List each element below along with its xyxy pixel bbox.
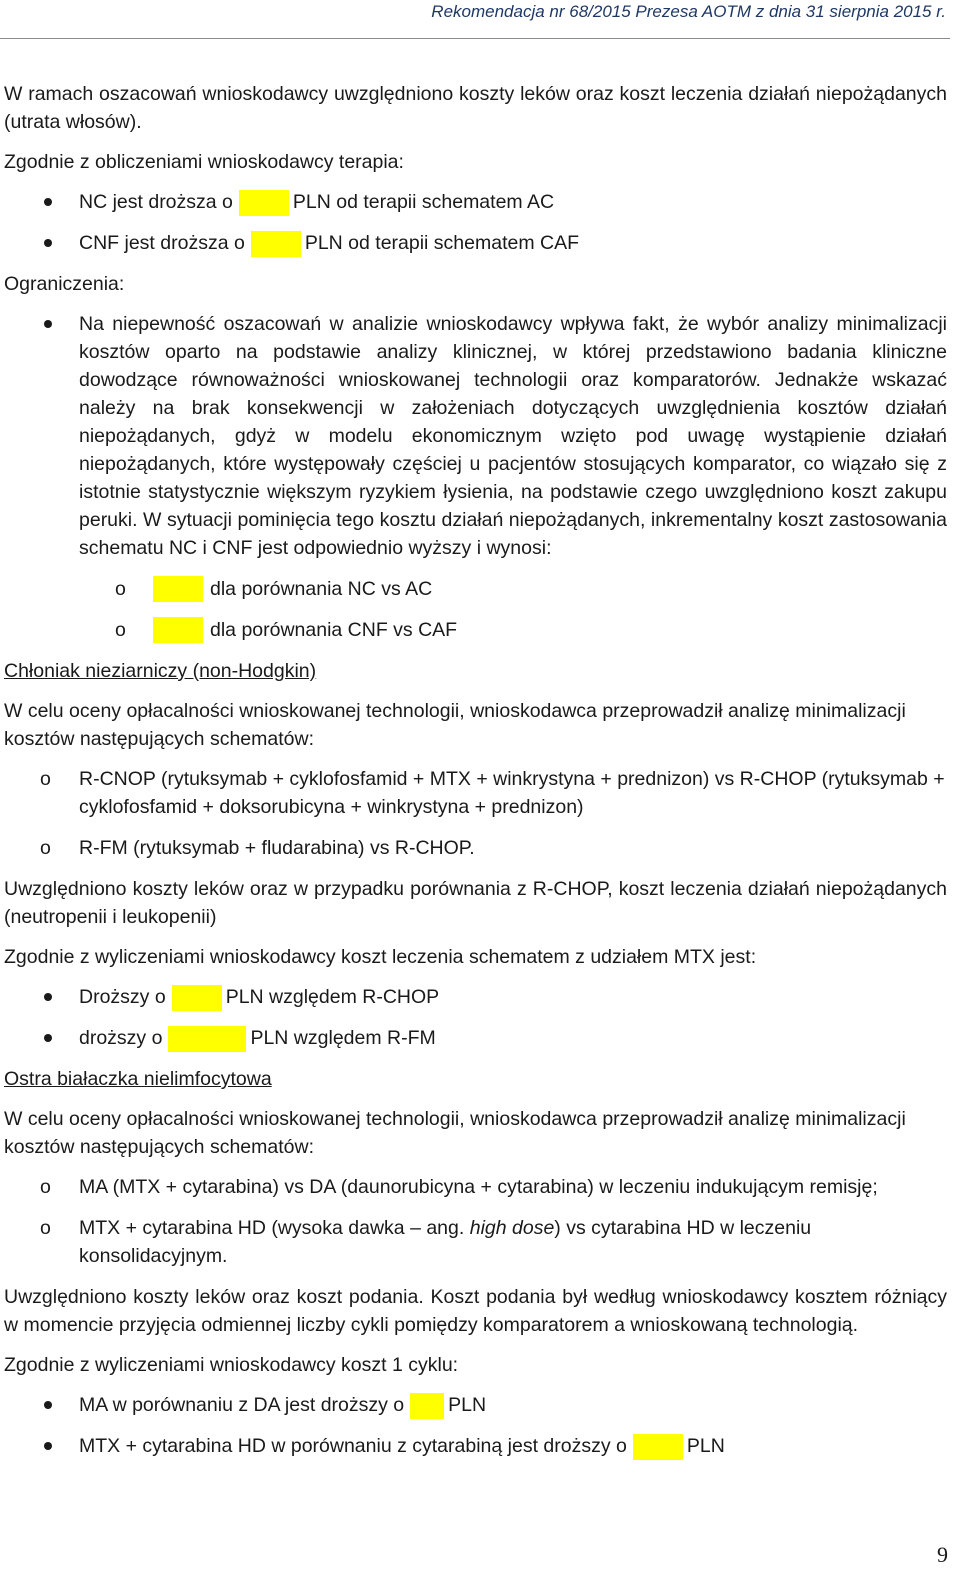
- list-item: Na niepewność oszacowań w analizie wnioskodawcy wpływa fakt, że wybór analizy minimalizacji kosztów oparto na podstawie analizy klinicznej, w której przedstawiono badania kliniczne dowodzące równoważności wnioskowanej technologii oraz komparatorów. Jednakże wskazać należy na brak konsekwencji w założeniach dotyczących uwzględnienia kosztów działań niepożądanych, gdyż w modelu ekonomicznym wzięto pod uwagę wystąpienie działań niepożądanych, które występowały częściej u pacjentów stosujących komparator, co wiązało się z istotnie statystycznie większym ryzykiem łysienia, na podstawie czego uwzględniono koszt zakupu peruki. W sytuacji pominięcia tego kosztu działań niepożądanych, inkrementalny koszt zastosowania schematu NC i CNF jest odpowiednio wyższy i wynosi:: [4, 310, 947, 562]
- bullet-icon: [44, 1034, 52, 1042]
- circle-bullet-icon: o: [40, 1176, 51, 1198]
- redacted-value: [251, 231, 301, 257]
- redacted-value: [410, 1393, 444, 1419]
- bullet-icon: [44, 1442, 52, 1450]
- list-item: o MTX + cytarabina HD (wysoka dawka – ang. high dose) vs cytarabina HD w leczeniu konsolidacyjnym.: [4, 1214, 947, 1270]
- list-item: MA w porównaniu z DA jest droższy o PLN: [4, 1391, 947, 1419]
- redacted-value: [153, 617, 203, 643]
- list-item: MTX + cytarabina HD w porównaniu z cytarabiną jest droższy o PLN: [4, 1432, 947, 1460]
- document-body: [4, 80, 947, 1473]
- list-item: droższy o PLN względem R-FM: [4, 1024, 947, 1052]
- redacted-value: [153, 576, 203, 602]
- nhl-paragraph: Zgodnie z wyliczeniami wnioskodawcy koszt leczenia schematem z udziałem MTX jest:: [4, 946, 757, 968]
- bullet-icon: [44, 993, 52, 1001]
- circle-bullet-icon: o: [40, 1217, 51, 1239]
- redacted-value: [172, 985, 222, 1011]
- list-item: CNF jest droższa o PLN od terapii schematem CAF: [4, 229, 947, 257]
- header-text: Rekomendacja nr 68/2015 Prezesa AOTM z dnia 31 sierpnia 2015 r.: [431, 2, 946, 21]
- list-item: o R-CNOP (rytuksymab + cyklofosfamid + MTX + winkrystyna + prednizon) vs R-CHOP (rytuksymab + cyklofosfamid + doksorubicyna + winkrystyna + prednizon): [4, 765, 947, 821]
- bullet-icon: [44, 239, 52, 247]
- circle-bullet-icon: o: [40, 768, 51, 790]
- list-item: Droższy o PLN względem R-CHOP: [4, 983, 947, 1011]
- circle-bullet-icon: o: [115, 578, 126, 600]
- list-item: o MA (MTX + cytarabina) vs DA (daunorubicyna + cytarabina) w leczeniu indukującym remisję;: [4, 1173, 947, 1201]
- sub-list-item: o dla porównania CNF vs CAF: [4, 616, 947, 644]
- limits-label: Ograniczenia:: [4, 273, 125, 295]
- list-item: o R-FM (rytuksymab + fludarabina) vs R-CHOP.: [4, 834, 947, 862]
- bullet-icon: [44, 198, 52, 206]
- redacted-value: [239, 190, 289, 216]
- circle-bullet-icon: o: [115, 619, 126, 641]
- redacted-value: [168, 1026, 246, 1052]
- calc-intro: Zgodnie z obliczeniami wnioskodawcy terapia:: [4, 151, 404, 173]
- circle-bullet-icon: o: [40, 837, 51, 859]
- page-header: [0, 0, 950, 39]
- nhl-paragraph: W celu oceny opłacalności wnioskowanej technologii, wnioskodawca przeprowadził analizę minimalizacji kosztów następujących schematów:: [4, 700, 906, 750]
- section-heading: Ostra białaczka nielimfocytowa: [4, 1068, 272, 1090]
- aml-paragraph: W celu oceny opłacalności wnioskowanej technologii, wnioskodawca przeprowadził analizę minimalizacji kosztów następujących schematów:: [4, 1108, 906, 1158]
- aml-paragraph: Uwzględniono koszty leków oraz koszt podania. Koszt podania był według wnioskodawcy kosztem różniący w momencie przyjęcia odmiennej liczby cykli pomiędzy komparatorem a wnioskowaną technologią.: [4, 1286, 947, 1336]
- intro-paragraph: W ramach oszacowań wnioskodawcy uwzględniono koszty leków oraz koszt leczenia działań niepożądanych (utrata włosów).: [4, 83, 947, 133]
- nhl-paragraph: Uwzględniono koszty leków oraz w przypadku porównania z R-CHOP, koszt leczenia działań niepożądanych (neutropenii i leukopenii): [4, 878, 947, 928]
- bullet-icon: [44, 320, 52, 328]
- sub-list-item: o dla porównania NC vs AC: [4, 575, 947, 603]
- list-item: NC jest droższa o PLN od terapii schematem AC: [4, 188, 947, 216]
- section-heading: Chłoniak nieziarniczy (non-Hodgkin): [4, 660, 317, 682]
- page-number: 9: [937, 1542, 948, 1567]
- bullet-icon: [44, 1401, 52, 1409]
- aml-paragraph: Zgodnie z wyliczeniami wnioskodawcy koszt 1 cyklu:: [4, 1354, 459, 1376]
- redacted-value: [633, 1434, 683, 1460]
